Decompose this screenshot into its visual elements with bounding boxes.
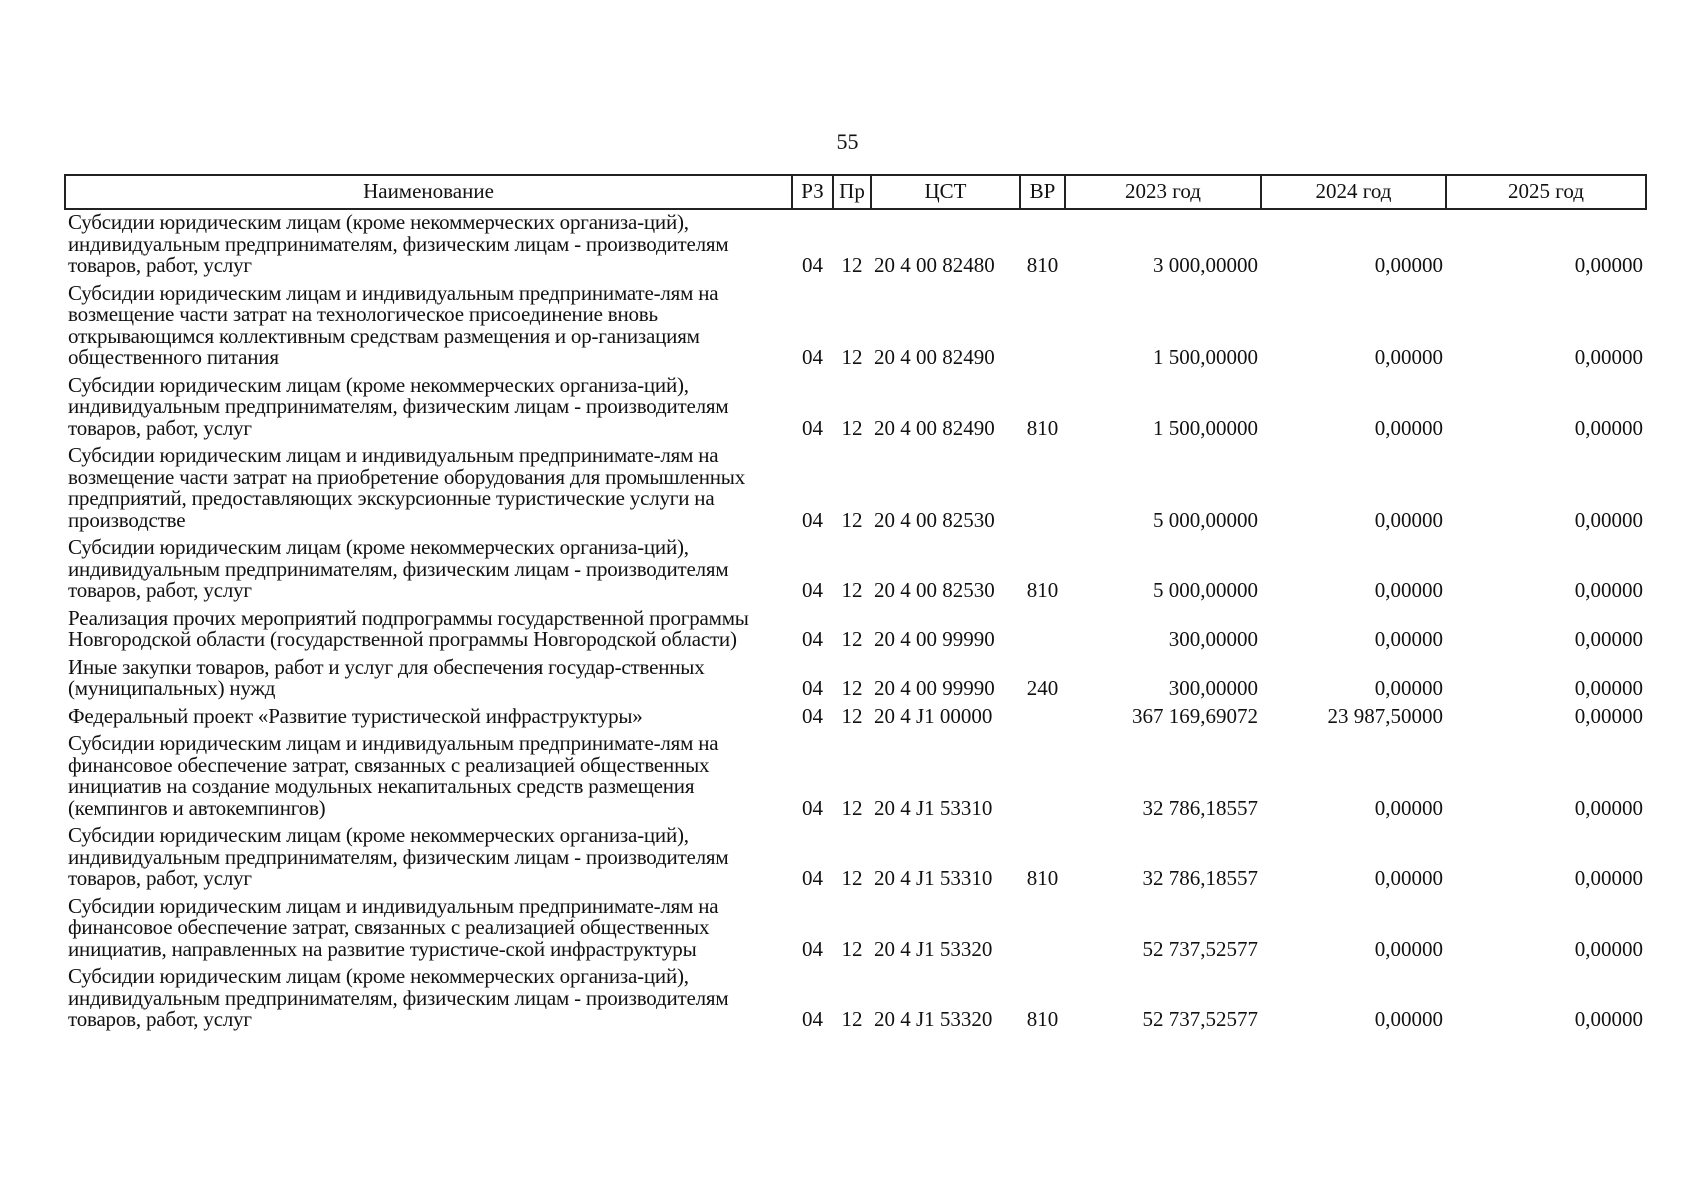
cell-2025: 0,00000 bbox=[1574, 676, 1643, 700]
cell-pr: 12 bbox=[841, 703, 863, 728]
cell-name: Субсидии юридическим лицам (кроме некоммерческих организа-ций), индивидуальным предпринимателям, физическим лицам - производителям товаров, работ, услуг bbox=[68, 535, 729, 602]
cell-2023: 52 737,52577 bbox=[1142, 1007, 1258, 1031]
cell-2025: 0,00000 bbox=[1574, 253, 1643, 277]
cell-vr bbox=[1020, 606, 1065, 655]
cell-vr: 810 bbox=[1026, 253, 1059, 277]
table-header-row bbox=[65, 175, 1646, 209]
header-name: Наименование bbox=[65, 175, 792, 209]
table-row bbox=[65, 964, 1646, 1035]
cell-rz: 04 bbox=[802, 676, 823, 700]
cell-2023: 5 000,00000 bbox=[1153, 578, 1258, 602]
table-row bbox=[65, 535, 1646, 606]
cell-2024: 0,00000 bbox=[1374, 627, 1443, 651]
cell-2025: 0,00000 bbox=[1574, 415, 1643, 440]
cell-pr: 12 bbox=[841, 866, 863, 890]
cell-2023: 300,00000 bbox=[1168, 676, 1258, 700]
cell-name: Субсидии юридическим лицам и индивидуальным предпринимате-лям на возмещение части затрат на приобретение оборудования для промышленных предприятий, предоставляющих экскурсионные туристические услуги на производстве bbox=[68, 443, 746, 532]
cell-rz: 04 bbox=[802, 627, 823, 651]
cell-2024: 0,00000 bbox=[1374, 415, 1443, 440]
cell-2024: 0,00000 bbox=[1374, 253, 1443, 277]
cell-name: Субсидии юридическим лицам и индивидуальным предпринимате-лям на возмещение части затрат на технологическое присоединение вновь открывающимся коллективным средствам размещения и ор-ганизациям общественного питания bbox=[68, 280, 719, 369]
cell-2025: 0,00000 bbox=[1574, 703, 1643, 728]
cell-name: Субсидии юридическим лицам и индивидуальным предпринимате-лям на финансовое обеспечение затрат, связанных с реализацией общественных инициатив, направленных на развитие туристиче-ской инфраструктуры bbox=[68, 893, 719, 961]
cell-2023: 3 000,00000 bbox=[1153, 253, 1258, 277]
cell-cst: 20 4 00 82530 bbox=[874, 507, 995, 532]
cell-rz: 04 bbox=[802, 345, 823, 369]
cell-rz: 04 bbox=[802, 795, 823, 820]
header-cst: ЦСТ bbox=[871, 175, 1020, 209]
cell-cst: 20 4 00 99990 bbox=[874, 627, 995, 651]
cell-2024: 0,00000 bbox=[1374, 676, 1443, 700]
cell-2023: 300,00000 bbox=[1168, 627, 1258, 651]
cell-vr bbox=[1020, 704, 1065, 732]
cell-name: Реализация прочих мероприятий подпрограммы государственной программы Новгородской области (государственной программы Новгородской области) bbox=[68, 605, 749, 651]
cell-2024: 0,00000 bbox=[1374, 795, 1443, 820]
table-row bbox=[65, 704, 1646, 732]
cell-2023: 32 786,18557 bbox=[1142, 795, 1258, 820]
cell-2023: 32 786,18557 bbox=[1142, 866, 1258, 890]
cell-2024: 0,00000 bbox=[1374, 936, 1443, 961]
cell-pr: 12 bbox=[841, 253, 863, 277]
table-row bbox=[65, 655, 1646, 704]
cell-pr: 12 bbox=[841, 345, 863, 369]
cell-pr: 12 bbox=[841, 627, 863, 651]
cell-vr: 810 bbox=[1026, 578, 1059, 602]
cell-2025: 0,00000 bbox=[1574, 795, 1643, 820]
header-2024: 2024 год bbox=[1261, 175, 1446, 209]
table-row bbox=[65, 209, 1646, 281]
table-row bbox=[65, 281, 1646, 373]
header-rz: РЗ bbox=[792, 175, 833, 209]
cell-rz: 04 bbox=[802, 866, 823, 890]
cell-rz: 04 bbox=[802, 703, 823, 728]
table-row bbox=[65, 823, 1646, 894]
cell-cst: 20 4 00 82490 bbox=[874, 415, 995, 440]
cell-cst: 20 4 J1 53320 bbox=[874, 936, 993, 961]
cell-pr: 12 bbox=[841, 1007, 863, 1031]
cell-pr: 12 bbox=[841, 795, 863, 820]
cell-pr: 12 bbox=[841, 578, 863, 602]
cell-cst: 20 4 00 82530 bbox=[874, 578, 995, 602]
header-pr: Пр bbox=[833, 175, 871, 209]
cell-cst: 20 4 J1 53310 bbox=[874, 795, 993, 820]
cell-name: Субсидии юридическим лицам (кроме некоммерческих организа-ций), индивидуальным предпринимателям, физическим лицам - производителям товаров, работ, услуг bbox=[68, 372, 729, 440]
cell-cst: 20 4 J1 53320 bbox=[874, 1007, 993, 1031]
cell-pr: 12 bbox=[841, 415, 863, 440]
page-number: 55 bbox=[836, 129, 859, 154]
cell-rz: 04 bbox=[802, 415, 823, 440]
header-2023: 2023 год bbox=[1065, 175, 1261, 209]
cell-cst: 20 4 00 99990 bbox=[874, 676, 995, 700]
cell-rz: 04 bbox=[802, 936, 823, 961]
cell-rz: 04 bbox=[802, 507, 823, 532]
cell-rz: 04 bbox=[802, 1007, 823, 1031]
cell-2023: 52 737,52577 bbox=[1142, 936, 1258, 961]
cell-vr: 810 bbox=[1026, 1007, 1059, 1031]
cell-2025: 0,00000 bbox=[1574, 578, 1643, 602]
cell-2025: 0,00000 bbox=[1574, 866, 1643, 890]
cell-pr: 12 bbox=[841, 936, 863, 961]
cell-vr: 810 bbox=[1026, 866, 1059, 890]
table-row bbox=[65, 606, 1646, 655]
header-2025: 2025 год bbox=[1446, 175, 1646, 209]
cell-name: Субсидии юридическим лицам (кроме некоммерческих организа-ций), индивидуальным предпринимателям, физическим лицам - производителям товаров, работ, услуг bbox=[68, 964, 729, 1031]
table-row bbox=[65, 894, 1646, 965]
cell-vr: 810 bbox=[1026, 415, 1059, 440]
cell-cst: 20 4 J1 53310 bbox=[874, 866, 993, 890]
cell-2023: 5 000,00000 bbox=[1153, 507, 1258, 532]
cell-name: Субсидии юридическим лицам и индивидуальным предпринимате-лям на финансовое обеспечение затрат, связанных с реализацией общественных инициатив на создание модульных некапитальных средств размещения (кемпингов и автокемпингов) bbox=[68, 731, 719, 820]
cell-name: Иные закупки товаров, работ и услуг для обеспечения государ-ственных (муниципальных) нужд bbox=[68, 654, 705, 700]
cell-vr: 240 bbox=[1026, 676, 1059, 700]
cell-pr: 12 bbox=[841, 507, 863, 532]
cell-2024: 0,00000 bbox=[1374, 866, 1443, 890]
cell-vr bbox=[1020, 731, 1065, 823]
cell-cst: 20 4 J1 00000 bbox=[874, 703, 993, 728]
table-row bbox=[65, 731, 1646, 823]
cell-name: Субсидии юридическим лицам (кроме некоммерческих организа-ций), индивидуальным предпринимателям, физическим лицам - производителям товаров, работ, услуг bbox=[68, 823, 729, 890]
cell-2024: 0,00000 bbox=[1374, 507, 1443, 532]
table-row bbox=[65, 373, 1646, 444]
cell-2024: 23 987,50000 bbox=[1327, 703, 1443, 728]
cell-name: Федеральный проект «Развитие туристической инфраструктуры» bbox=[68, 703, 643, 728]
cell-2024: 0,00000 bbox=[1374, 1007, 1443, 1031]
cell-cst: 20 4 00 82480 bbox=[874, 253, 995, 277]
cell-2024: 0,00000 bbox=[1374, 578, 1443, 602]
cell-2025: 0,00000 bbox=[1574, 1007, 1643, 1031]
cell-cst: 20 4 00 82490 bbox=[874, 345, 995, 369]
cell-rz: 04 bbox=[802, 578, 823, 602]
cell-vr bbox=[1020, 281, 1065, 373]
budget-table bbox=[64, 174, 1647, 1035]
cell-2023: 1 500,00000 bbox=[1153, 345, 1258, 369]
cell-pr: 12 bbox=[841, 676, 863, 700]
cell-vr bbox=[1020, 443, 1065, 535]
cell-2025: 0,00000 bbox=[1574, 936, 1643, 961]
cell-rz: 04 bbox=[802, 253, 823, 277]
cell-2023: 1 500,00000 bbox=[1153, 415, 1258, 440]
header-vr: ВР bbox=[1020, 175, 1065, 209]
table-body bbox=[65, 209, 1646, 1035]
cell-name: Субсидии юридическим лицам (кроме некоммерческих организа-ций), индивидуальным предпринимателям, физическим лицам - производителям товаров, работ, услуг bbox=[68, 210, 729, 277]
cell-2025: 0,00000 bbox=[1574, 627, 1643, 651]
cell-2024: 0,00000 bbox=[1374, 345, 1443, 369]
cell-vr bbox=[1020, 894, 1065, 965]
cell-2025: 0,00000 bbox=[1574, 345, 1643, 369]
table-row bbox=[65, 443, 1646, 535]
cell-2023: 367 169,69072 bbox=[1132, 703, 1258, 728]
cell-2025: 0,00000 bbox=[1574, 507, 1643, 532]
